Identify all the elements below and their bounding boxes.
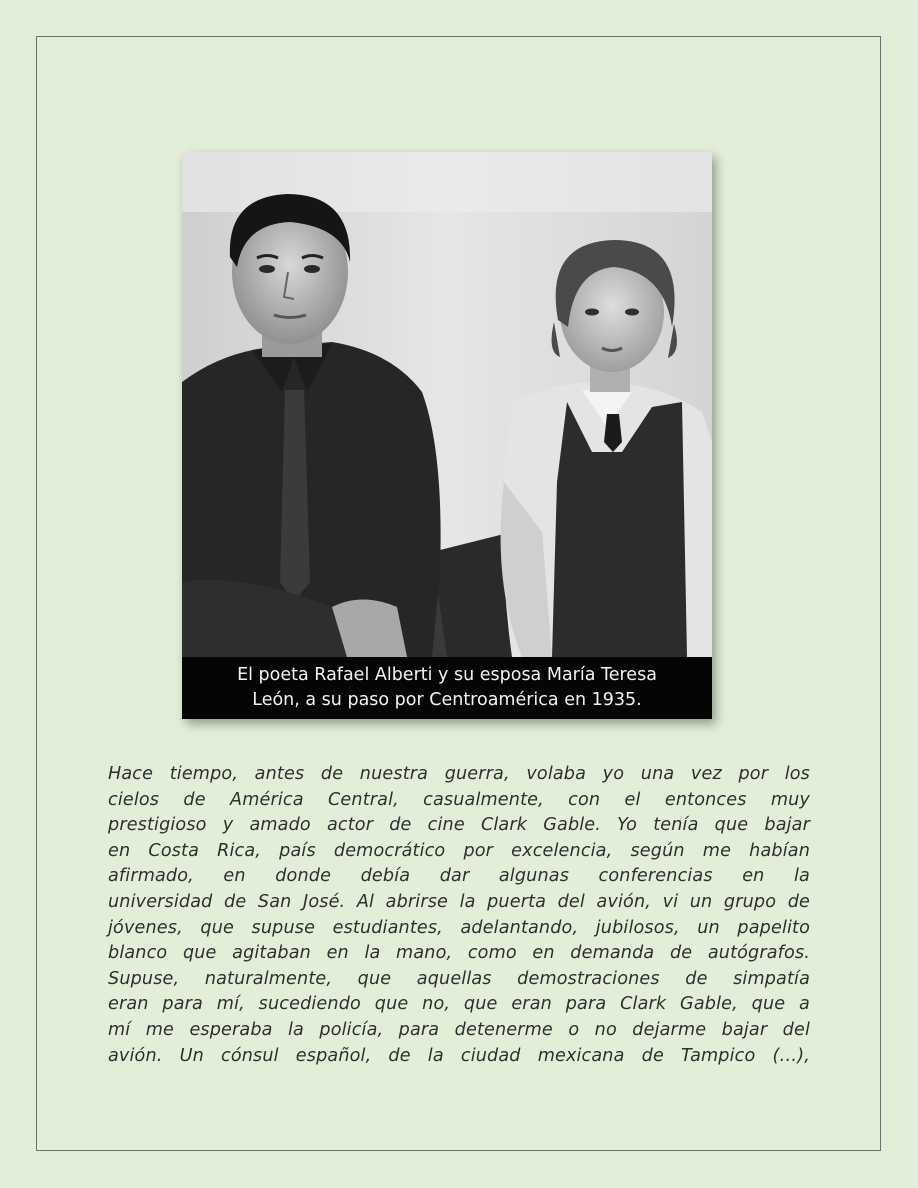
caption-line-2: León, a su paso por Centroamérica en 1935. xyxy=(252,690,642,710)
paragraph-line: avión. Un cónsul español, de la ciudad mexicana de Tampico (…), xyxy=(108,1045,810,1066)
historical-photo xyxy=(182,152,712,719)
photo-image xyxy=(182,152,712,657)
paragraph-line: eran para mí, sucediendo que no, que eran para Clark Gable, que a xyxy=(108,994,810,1015)
body-paragraph xyxy=(108,762,810,1069)
paragraph-line: mí me esperaba la policía, para detenerme o no dejarme bajar del xyxy=(108,1019,810,1040)
paragraph-line: Hace tiempo, antes de nuestra guerra, volaba yo una vez por los xyxy=(108,764,810,784)
caption-line-1: El poeta Rafael Alberti y su esposa María Teresa xyxy=(237,665,657,685)
paragraph-line: en Costa Rica, país democrático por excelencia, según me habían xyxy=(108,840,810,861)
photo-caption xyxy=(182,657,712,719)
paragraph-line: afirmado, en donde debía dar algunas conferencias en la xyxy=(108,866,810,887)
paragraph-line: Supuse, naturalmente, que aquellas demostraciones de simpatía xyxy=(108,968,810,989)
paragraph-line: universidad de San José. Al abrirse la puerta del avión, vi un grupo de xyxy=(108,891,810,912)
paragraph-line: cielos de América Central, casualmente, con el entonces muy xyxy=(108,789,810,810)
paragraph-line: blanco que agitaban en la mano, como en demanda de autógrafos. xyxy=(108,943,810,964)
paragraph-line: jóvenes, que supuse estudiantes, adelantando, jubilosos, un papelito xyxy=(108,917,810,938)
paragraph-line: prestigioso y amado actor de cine Clark Gable. Yo tenía que bajar xyxy=(108,815,810,836)
